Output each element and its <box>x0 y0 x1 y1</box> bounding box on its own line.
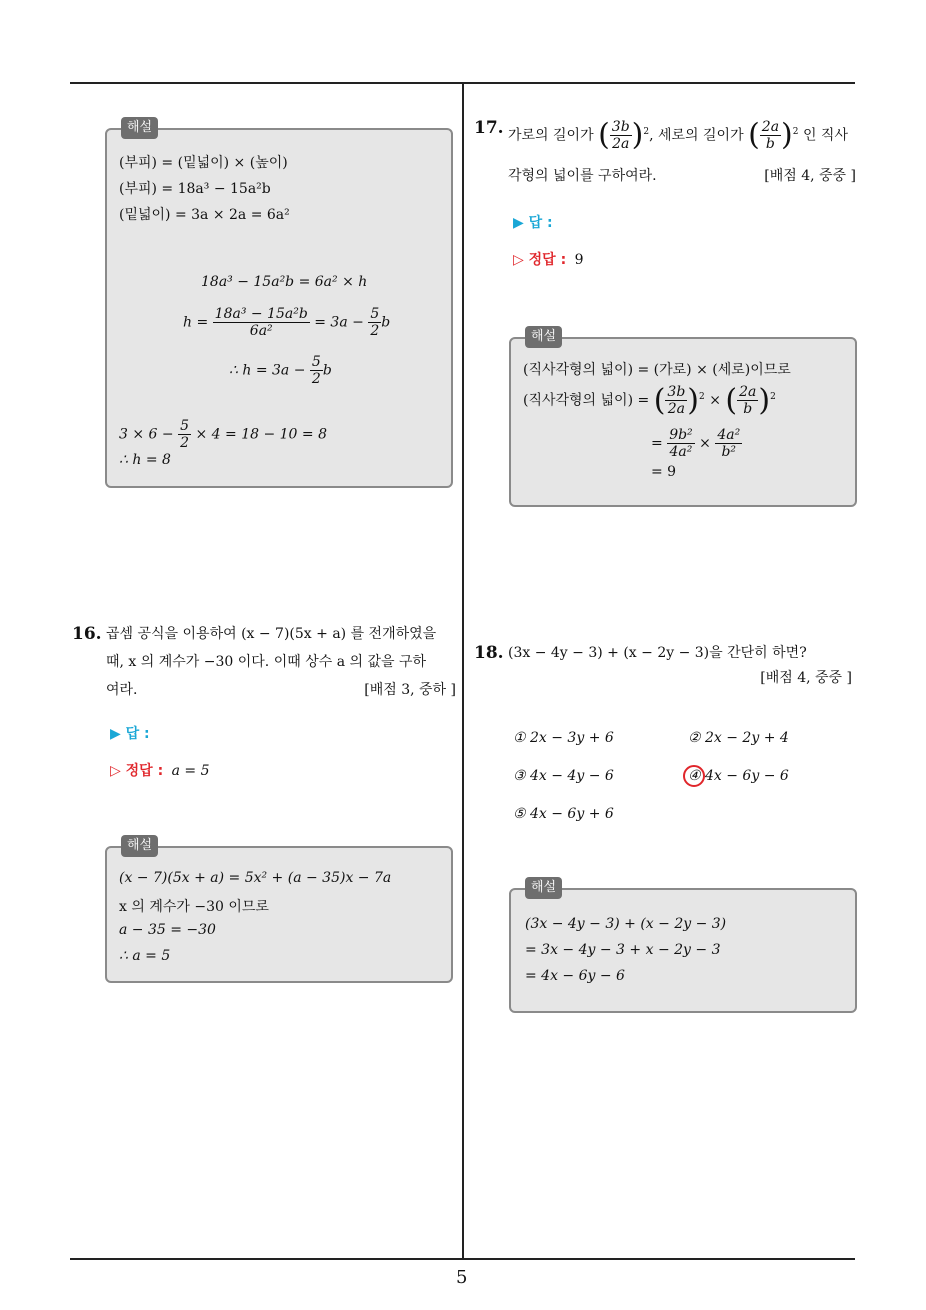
solution-line: ∴ h = 3a − $\frac{5}{2}$ b <box>229 354 332 387</box>
solution-line: h = $\frac{\text{18a³ − 15a²b}}{\text{6a²}}$ = 3a − $\frac{5}{2}$ b <box>183 306 391 339</box>
fraction: $\frac{5}{2}$ <box>180 418 190 451</box>
solution-line: (3x − 4y − 3) + (x − 2y − 3) <box>525 916 727 932</box>
correct-value: a = 5 <box>171 763 210 779</box>
solution-line: = $\frac{\text{9b²}}{\text{4a²}}$ × $\frac{\text{4a²}}{\text{b²}}$ <box>651 427 741 460</box>
fraction: $\frac{2a}{b}$ <box>761 119 780 153</box>
question-text-line: 여라. [배점 3, 중하 ] <box>106 676 456 704</box>
solution-line: (부피) = 18a³ − 15a²b <box>119 181 271 197</box>
answer-field-16[interactable]: ▶ 답 : <box>110 726 150 742</box>
solution-text: 3 × 6 − <box>119 426 174 443</box>
question-text-line: 곱셈 공식을 이용하여 (x − 7)(5x + a) 를 전개하였을 <box>106 626 437 642</box>
correct-answer-17 <box>513 249 584 269</box>
solution-text: h = <box>183 314 209 331</box>
fraction: $\frac{2a}{b}$ <box>739 384 757 417</box>
solution-box-q17 <box>509 329 857 507</box>
fraction: $\frac{\text{9b²}}{\text{4a²}}$ <box>669 427 693 460</box>
solution-tag: 해설 <box>121 835 158 857</box>
question-text-line: 때, x 의 계수가 −30 이다. 이때 상수 a 의 값을 구하 <box>106 654 427 670</box>
fraction: $\frac{\text{4a²}}{\text{b²}}$ <box>717 427 741 460</box>
bottom-rule <box>70 1258 855 1260</box>
solution-tag: 해설 <box>525 877 562 899</box>
solution-line: (x − 7)(5x + a) = 5x² + (a − 35)x − 7a <box>119 870 392 886</box>
question-number-18: 18. <box>474 643 504 663</box>
solution-line: = 9 <box>651 464 677 480</box>
solution-line: (직사각형의 넓이) = ( $\frac{3b}{2a}$ )$^2$ × ( $\frac{2a}{b}$ )$^2$ <box>523 383 776 418</box>
solution-line: (직사각형의 넓이) = (가로) × (세로)이므로 <box>523 362 791 378</box>
question-meta: [배점 3, 중하 ] <box>364 682 456 698</box>
solution-line: = 4x − 6y − 6 <box>525 968 625 984</box>
solution-line: ∴ h = 8 <box>119 452 171 468</box>
solution-line: ∴ a = 5 <box>119 948 171 964</box>
solution-line: (부피) = (밑넓이) × (높이) <box>119 155 288 171</box>
solution-text: ∴ h = 3a − <box>229 362 306 379</box>
selected-answer-circle <box>683 765 705 787</box>
page-number: 5 <box>456 1267 468 1288</box>
question-number-17: 17. <box>474 118 504 138</box>
correct-value: 9 <box>574 252 584 268</box>
solution-line: a − 35 = −30 <box>119 922 216 938</box>
question-meta: [배점 4, 중중 ] <box>760 670 852 686</box>
solution-text: × 4 = 18 − 10 = 8 <box>195 426 327 443</box>
choice-4[interactable]: ④ 4x − 6y − 6 <box>688 768 789 784</box>
solution-line: 18a³ − 15a²b = 6a² × h <box>201 274 368 290</box>
fraction: $\frac{5}{2}$ <box>370 306 380 339</box>
solution-line <box>119 418 327 451</box>
solution-line: x 의 계수가 −30 이므로 <box>119 899 269 915</box>
solution-tag: 해설 <box>525 326 562 348</box>
choice-3[interactable]: ③ 4x − 4y − 6 <box>513 768 614 784</box>
fraction: $\frac{3b}{2a}$ <box>611 119 630 153</box>
question-meta: [배점 4, 중중 ] <box>764 168 856 184</box>
solution-box-q15 <box>105 120 453 488</box>
solution-box-q16 <box>105 838 453 983</box>
solution-text: = 3a − <box>314 314 364 331</box>
question-17-line2: 각형의 넓이를 구하여라. [배점 4, 중중 ] <box>508 162 856 190</box>
choice-5[interactable]: ⑤ 4x − 6y + 6 <box>513 806 614 822</box>
correct-label: ▷ 정답 : <box>110 763 164 779</box>
solution-line: = 3x − 4y − 3 + x − 2y − 3 <box>525 942 721 958</box>
fraction: $\frac{5}{2}$ <box>311 354 321 387</box>
question-18-text: (3x − 4y − 3) + (x − 2y − 3)을 간단히 하면? <box>508 645 807 661</box>
choice-2[interactable]: ② 2x − 2y + 4 <box>688 730 789 746</box>
correct-answer-16 <box>110 760 210 780</box>
choice-1[interactable]: ① 2x − 3y + 6 <box>513 730 614 746</box>
question-16-text <box>106 620 456 704</box>
question-number-16: 16. <box>72 624 102 644</box>
question-17-line1: 가로의 길이가 ( $\frac{3b}{2a}$ )$^2$, 세로의 길이가 ( $\frac{2a}{b}$ )$^2$ 인 직사 <box>508 117 848 153</box>
fraction: $\frac{3b}{2a}$ <box>667 384 686 417</box>
answer-field-17[interactable]: ▶ 답 : <box>513 215 553 231</box>
solution-line: (밑넓이) = 3a × 2a = 6a² <box>119 207 290 223</box>
column-divider <box>462 82 464 1259</box>
solution-box-q18 <box>509 880 857 1013</box>
solution-tag: 해설 <box>121 117 158 139</box>
correct-label: ▷ 정답 : <box>513 252 567 268</box>
fraction: $\frac{\text{18a³ − 15a²b}}{\text{6a²}}$ <box>214 306 308 339</box>
